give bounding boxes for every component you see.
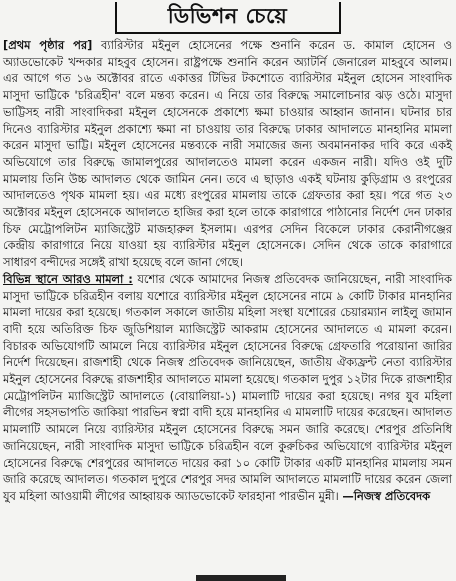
bottom-rule [196,575,286,581]
byline: —নিজস্ব প্রতিবেদক [342,488,431,503]
paragraph-main-text: ব্যারিস্টার মইনুল হোসেনের পক্ষে শুনানি করেন ড. কামাল হোসেন ও অ্যাডভোকেট খন্দকার মাহবুব হোসেন। রাষ্ট্রপক্ষে শুনানি করেন অ্যাটর্নি জেনারেল মাহবুবে আলম। এর আগে গত ১৬ অক্টোবর রাতে একাত্তর টিভির টকশোতে ব্যারিস্টার মইনুল হোসেন সাংবাদিক মাসুদা ভাট্টিকে 'চরিত্রহীন' বলে মন্তব্য করেন। এ নিয়ে তার বিরুদ্ধে সমালোচনার ঝড় ওঠে। মাসুদা ভাট্টিসহ নারী সাংবাদিকরা মইনুল হোসেনকে প্রকাশ্যে ক্ষমা চাওয়ার আহ্বান জানান। ঘটনার চার দিনেও ব্যারিস্টার মইনুল প্রকাশ্যে ক্ষমা না চাওয়ায় তার বিরুদ্ধে ঢাকার আদালতে মানহানির মামলা করেন মাসুদা ভাট্টি। মইনুল হোসেনের মন্তব্যকে নারী সমাজের জন্য অবমাননাকর দাবি করে একই অভিযোগে তার বিরুদ্ধে জামালপুরের আদালতেও মামলা করেন একজন নারী। যদিও ওই দুটি মামলায় তিনি উচ্চ আদালত থেকে জামিন নেন। তবে এ ছাড়াও একই ঘটনায় কুড়িগ্রাম ও রংপুরের আদালতেও পৃথক মামলা হয়। এর মধ্যে রংপুরের মামলায় তাকে গ্রেফতার করা হয়। পরে গত ২৩ অক্টোবর মইনুল হোসেনকে আদালতে হাজির করা হলে তাকে কারাগারে পাঠানোর নির্দেশ দেন ঢাকার চিফ মেট্রোপলিটন ম্যাজিস্ট্রেট মাজহারুল ইসলাম। এরপর সেদিন বিকেলে ঢাকার কেরানীগঞ্জের কেন্দ্রীয় কারাগারে নিয়ে যাওয়া হয় ব্যারিস্টার মইনুল হোসেনকে। সেদিন থেকে তাকে কারাগারে সাধারণ বন্দীদের সঙ্গেই রাখা হয়েছে বলে জানা গেছে। [3,38,452,270]
article-body [3,37,452,505]
continuation-kicker: [প্রথম পৃষ্ঠার পর] [3,38,93,52]
paragraph-cases-text: যশোর থেকে আমাদের নিজস্ব প্রতিবেদক জানিয়েছেন, নারী সাংবাদিক মাসুদা ভাট্টিকে চরিত্রহীন বলায় যশোরে ব্যারিস্টার মইনুল হোসেনের নামে ৯ কোটি টাকার মানহানির মামলা দায়ের করা হয়েছে। গতকাল সকালে জাতীয় মহিলা সংস্থা যশোরের চেয়ারম্যান লাইলু জামান বাদী হয়ে অতিরিক্ত চিফ জুডিশিয়াল ম্যাজিস্ট্রেট আকরাম হোসেনের আদালতে এ মামলা করেন। বিচারক অভিযোগটি আমলে নিয়ে ব্যারিস্টার মইনুল হোসেনের বিরুদ্ধে গ্রেফতারি পরোয়ানা জারির নির্দেশ দিয়েছেন। রাজশাহী থেকে নিজস্ব প্রতিবেদক জানিয়েছেন, জাতীয় ঐক্যফ্রন্ট নেতা ব্যারিস্টার মইনুল হোসেনের বিরুদ্ধে রাজশাহীর আদালতে মামলা হয়েছে। গতকাল দুপুর ১২টার দিকে রাজশাহীর মেট্রোপলিটন ম্যাজিস্ট্রেট আদালতে (বোয়ালিয়া-১) মামলাটি দায়ের করা হয়েছে। নগর যুব মহিলা লীগের সহসভাপতি জাকিয়া পারভিন স্বপ্না বাদী হয়ে মানহানির এ মামলাটি দায়ের করেছেন। আদালত মামলাটি আমলে নিয়ে ব্যারিস্টার মইনুল হোসেনের বিরুদ্ধে সমন জারি করেছে। শেরপুর প্রতিনিধি জানিয়েছেন, নারী সাংবাদিক মাসুদা ভাট্টিকে চরিত্রহীন বলে কুরুচিকর অভিযোগে ব্যারিস্টার মইনুল হোসেনের বিরুদ্ধে শেরপুরের আদালতে দায়ের করা ১০ কোটি টাকার একটি মানহানির মামলায় সমন জারি করেছে আদালত। গতকাল দুপুরে শেরপুর সদর আমলি আদালতে মামলাটি দায়ের করেন জেলা যুব মহিলা আওয়ামী লীগের আহ্বায়ক অ্যাডভোকেট ফারহানা পারভীন মুন্নী। [3,271,453,503]
headline: ডিভিশন চেয়ে [167,3,288,28]
section-subhead: বিভিন্ন স্থানে আরও মামলা : [3,271,133,286]
paragraph-main [3,37,452,271]
paragraph-cases [3,271,452,505]
newspaper-clipping [0,2,456,581]
headline-box [115,2,341,34]
